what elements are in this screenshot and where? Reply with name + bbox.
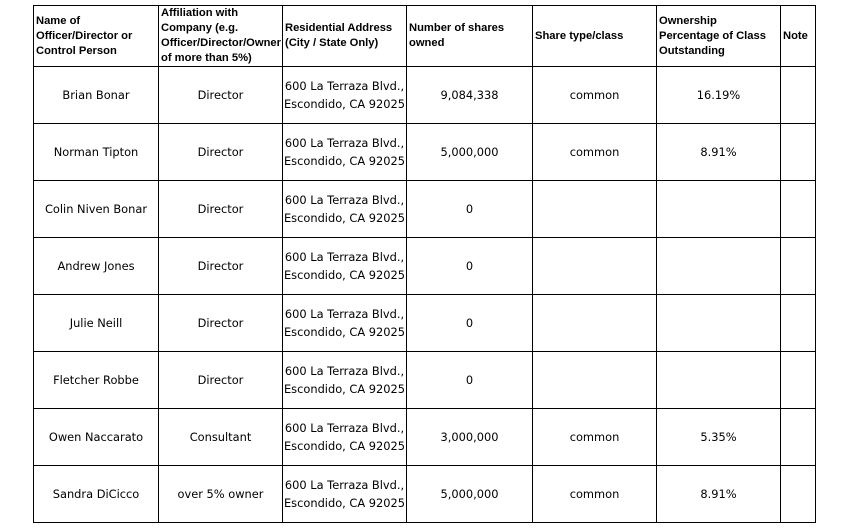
officers-table	[33, 5, 816, 523]
cell-ownership: 8.91%	[657, 124, 781, 181]
cell-address: 600 La Terraza Blvd., Escondido, CA 92025	[283, 466, 407, 523]
cell-note	[781, 67, 816, 124]
cell-ownership	[657, 238, 781, 295]
cell-share-type	[533, 295, 657, 352]
cell-ownership: 8.91%	[657, 466, 781, 523]
header-shares: Number of shares owned	[407, 6, 533, 67]
cell-note	[781, 352, 816, 409]
cell-shares: 9,084,338	[407, 67, 533, 124]
cell-shares: 5,000,000	[407, 466, 533, 523]
table-row	[34, 409, 816, 466]
cell-affiliation: Director	[159, 352, 283, 409]
table-row	[34, 352, 816, 409]
cell-affiliation: Director	[159, 67, 283, 124]
cell-address: 600 La Terraza Blvd., Escondido, CA 92025	[283, 409, 407, 466]
cell-ownership	[657, 295, 781, 352]
cell-shares: 3,000,000	[407, 409, 533, 466]
cell-note	[781, 238, 816, 295]
cell-address: 600 La Terraza Blvd., Escondido, CA 92025	[283, 238, 407, 295]
cell-affiliation: Director	[159, 295, 283, 352]
cell-shares: 0	[407, 352, 533, 409]
header-address: Residential Address (City / State Only)	[283, 6, 407, 67]
table-header	[34, 6, 816, 67]
cell-name: Andrew Jones	[34, 238, 159, 295]
cell-share-type: common	[533, 124, 657, 181]
cell-address: 600 La Terraza Blvd., Escondido, CA 92025	[283, 181, 407, 238]
cell-name: Owen Naccarato	[34, 409, 159, 466]
cell-address: 600 La Terraza Blvd., Escondido, CA 92025	[283, 124, 407, 181]
cell-share-type: common	[533, 466, 657, 523]
cell-shares: 0	[407, 238, 533, 295]
cell-address: 600 La Terraza Blvd., Escondido, CA 92025	[283, 295, 407, 352]
cell-affiliation: Consultant	[159, 409, 283, 466]
cell-address: 600 La Terraza Blvd., Escondido, CA 92025	[283, 352, 407, 409]
table-row	[34, 238, 816, 295]
cell-address: 600 La Terraza Blvd., Escondido, CA 92025	[283, 67, 407, 124]
cell-ownership	[657, 181, 781, 238]
cell-name: Fletcher Robbe	[34, 352, 159, 409]
table-row	[34, 181, 816, 238]
cell-name: Norman Tipton	[34, 124, 159, 181]
cell-shares: 0	[407, 295, 533, 352]
cell-share-type: common	[533, 409, 657, 466]
header-name: Name of Officer/Director or Control Person	[34, 6, 159, 67]
cell-shares: 5,000,000	[407, 124, 533, 181]
cell-share-type	[533, 181, 657, 238]
cell-name: Colin Niven Bonar	[34, 181, 159, 238]
table-row	[34, 67, 816, 124]
header-ownership: Ownership Percentage of Class Outstanding	[657, 6, 781, 67]
cell-note	[781, 181, 816, 238]
table-row	[34, 295, 816, 352]
table-row	[34, 466, 816, 523]
header-note: Note	[781, 6, 816, 67]
cell-note	[781, 295, 816, 352]
cell-affiliation: Director	[159, 181, 283, 238]
header-affiliation: Affiliation with Company (e.g. Officer/Director/Owner of more than 5%)	[159, 6, 283, 67]
cell-shares: 0	[407, 181, 533, 238]
cell-note	[781, 409, 816, 466]
header-share-type: Share type/class	[533, 6, 657, 67]
cell-ownership: 16.19%	[657, 67, 781, 124]
cell-affiliation: over 5% owner	[159, 466, 283, 523]
cell-note	[781, 466, 816, 523]
cell-affiliation: Director	[159, 124, 283, 181]
cell-ownership	[657, 352, 781, 409]
header-row	[34, 6, 816, 67]
cell-affiliation: Director	[159, 238, 283, 295]
cell-share-type: common	[533, 67, 657, 124]
cell-name: Brian Bonar	[34, 67, 159, 124]
cell-share-type	[533, 352, 657, 409]
cell-note	[781, 124, 816, 181]
cell-name: Sandra DiCicco	[34, 466, 159, 523]
table-row	[34, 124, 816, 181]
table-body	[34, 67, 816, 523]
cell-share-type	[533, 238, 657, 295]
cell-name: Julie Neill	[34, 295, 159, 352]
cell-ownership: 5.35%	[657, 409, 781, 466]
